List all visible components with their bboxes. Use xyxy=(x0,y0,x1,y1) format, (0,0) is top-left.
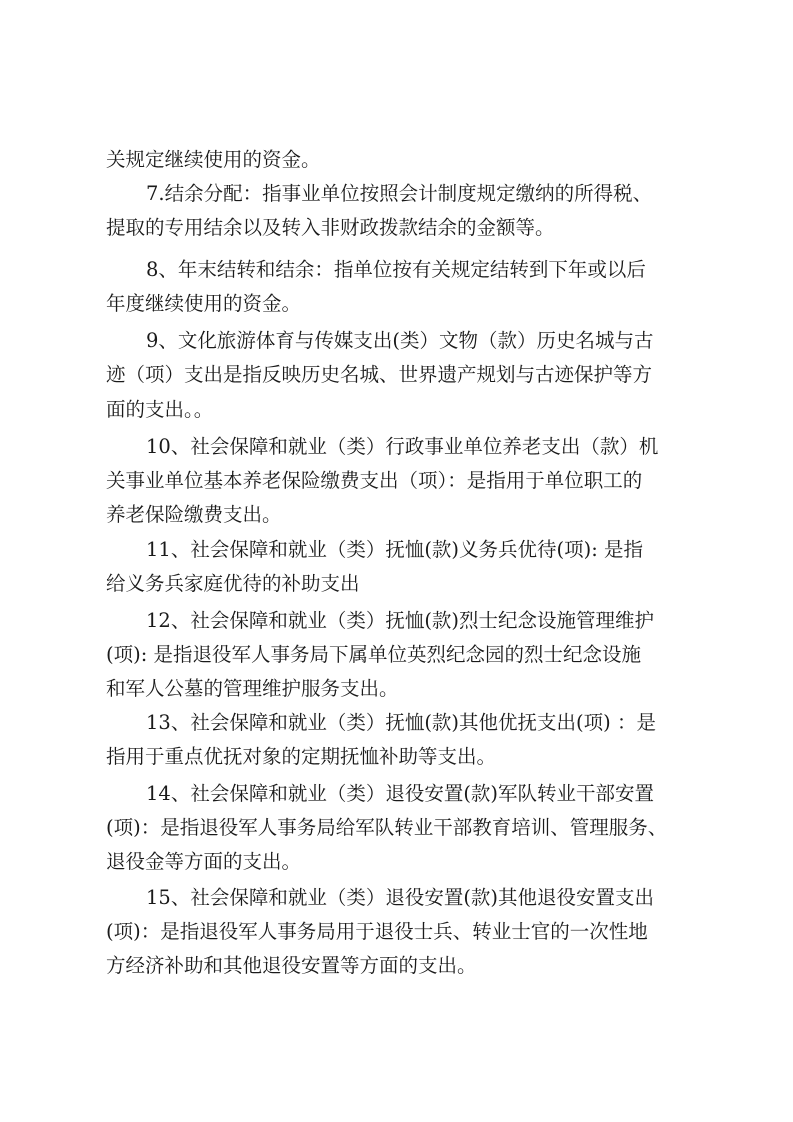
paragraph-line: 8、年末结转和结余：指单位按有关规定结转到下年或以后 xyxy=(146,258,646,281)
paragraph-line: 9、文化旅游体育与传媒支出(类）文物（款）历史名城与古 xyxy=(146,329,654,352)
paragraph-line: 12、社会保障和就业（类）抚恤(款)烈士纪念设施管理维护 xyxy=(146,609,655,632)
paragraph-line: 14、社会保障和就业（类）退役安置(款)军队转业干部安置 xyxy=(146,782,655,805)
paragraph-line: (项): 是指退役军人事务局下属单位英烈纪念园的烈士纪念设施 xyxy=(106,643,641,666)
paragraph-line: 指用于重点优抚对象的定期抚恤补助等支出。 xyxy=(106,745,497,768)
paragraph-line: 关事业单位基本养老保险缴费支出（项）：是指用于单位职工的 xyxy=(106,469,643,492)
paragraph-line: 给义务兵家庭优待的补助支出 xyxy=(106,572,360,595)
paragraph-line: 退役金等方面的支出。 xyxy=(106,850,302,873)
paragraph-line: 13、社会保障和就业（类）抚恤(款)其他优抚支出(项) ：是 xyxy=(146,711,656,734)
paragraph-line: 7.结余分配：指事业单位按照会计制度规定缴纳的所得税、 xyxy=(146,182,653,205)
paragraph-line: 10、社会保障和就业（类）行政事业单位养老支出（款）机 xyxy=(146,435,659,458)
paragraph-line: 养老保险缴费支出。 xyxy=(106,503,282,526)
paragraph-line: 15、社会保障和就业（类）退役安置(款)其他退役安置支出 xyxy=(146,886,655,909)
paragraph-line: 面的支出。。 xyxy=(106,398,214,421)
paragraph-line: 方经济补助和其他退役安置等方面的支出。 xyxy=(106,954,477,977)
paragraph-line: 年度继续使用的资金。 xyxy=(106,292,302,315)
paragraph-line: 关规定继续使用的资金。 xyxy=(106,148,321,171)
paragraph-line: 迹（项）支出是指反映历史名城、世界遗产规划与古迹保护等方 xyxy=(106,363,653,386)
paragraph-line: (项)：是指退役军人事务局用于退役士兵、转业士官的一次性地 xyxy=(106,920,648,943)
paragraph-line: (项)：是指退役军人事务局给军队转业干部教育培训、管理服务、 xyxy=(106,816,668,839)
paragraph-line: 11、社会保障和就业（类）抚恤(款)义务兵优待(项): 是指 xyxy=(146,538,644,561)
paragraph-line: 提取的专用结余以及转入非财政拨款结余的金额等。 xyxy=(106,216,555,239)
paragraph-line: 和军人公墓的管理维护服务支出。 xyxy=(106,677,399,700)
